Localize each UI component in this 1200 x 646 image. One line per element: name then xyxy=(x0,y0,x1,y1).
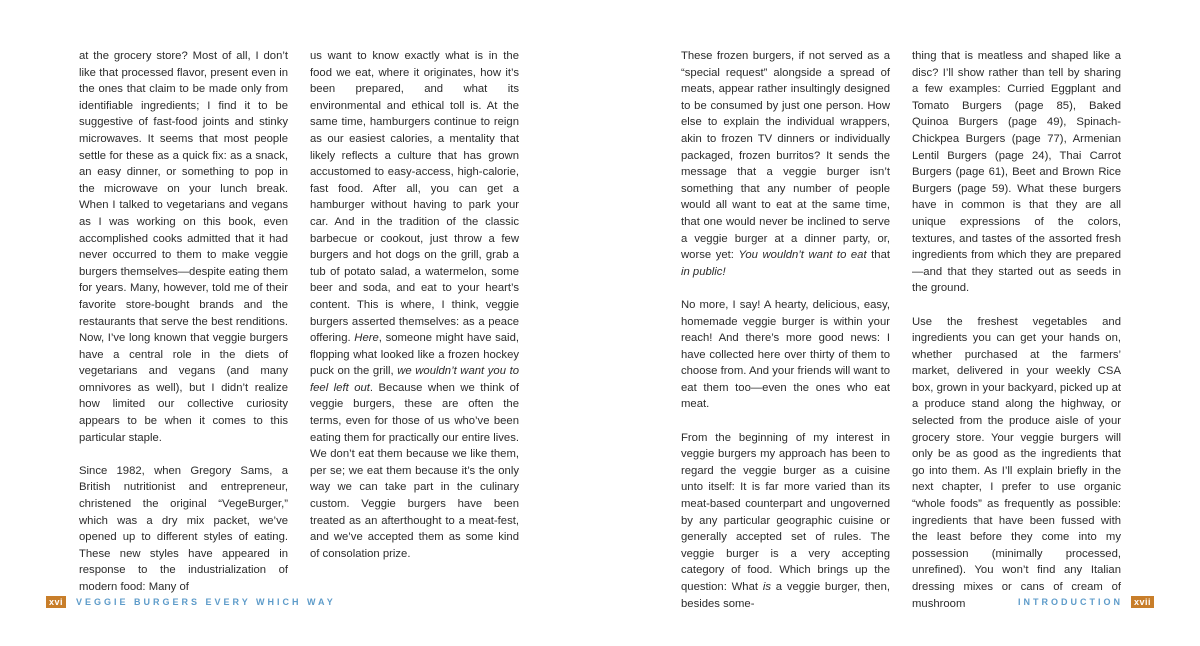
italic-text: in public! xyxy=(681,265,726,278)
paragraph: thing that is meatless and shaped like a disc? I’ll show rather than tell by sharing a few examples: Curried Eggplant and Tomato Burgers (page 85), Baked Quinoa Burgers (page 49), Spinach-Chickpea Burgers (page 77), Armenian Lentil Burgers (page 24), Thai Carrot Burgers (page 61), Beet and Brown Rice Burgers (page 59). What these burgers have in common is that they are all unique expressions of the colors, textures, and tastes of the assorted fresh ingredients from which they are prepared—and that they started out as seeds in the ground. xyxy=(912,50,1121,295)
right-page-footer xyxy=(1018,596,1154,608)
left-page-column-1 xyxy=(79,48,288,596)
paragraph: Since 1982, when Gregory Sams, a British nutritionist and entrepreneur, christened the original “VegeBurger,” which was a dry mix packet, we’ve opened up to different styles of eating. These new styles have appeared in response to the industrialization of modern food: Many of xyxy=(79,464,288,593)
left-page-column-2 xyxy=(310,48,519,562)
italic-text: You wouldn’t want to eat xyxy=(738,249,867,262)
running-head: VEGGIE BURGERS EVERY WHICH WAY xyxy=(76,597,336,607)
italic-text: we wouldn’t want you to feel left out xyxy=(310,365,519,394)
page-number: xvi xyxy=(46,596,66,608)
italic-text: is xyxy=(762,581,771,593)
paragraph: Use the freshest vegetables and ingredients you can get your hands on, whether purchased at the farmers’ market, delivered in your weekly CSA box, grown in your backyard, picked up at a produce stand along the highway, or selected from the produce aisle of your grocery store. Your veggie burgers will only be as good as the ingredients that go into them. As I’ll explain briefly in the next chapter, I prefer to use organic “whole foods” as frequently as possible: ingredients that have been fussed with the least before they come into my possession (minimally processed, unrefined). You won’t find any Italian dressing mixes or cans of cream of mushroom xyxy=(912,315,1121,610)
page-number: xvii xyxy=(1131,596,1154,608)
paragraph: These frozen burgers, if not served as a “special request” alongside a spread of meats, appear rather insultingly designed to be consumed by just one person. How else to explain the individual wrappers, akin to frozen TV dinners or individually packaged, frozen burritos? It sends the message that a veggie burger isn’t something that any number of people would all want to eat at the same time, that one would never be inclined to serve a veggie burger at a dinner party, or, worse yet: You wouldn’t want to eat that in public! xyxy=(681,50,891,278)
italic-text: Here xyxy=(354,332,379,345)
paragraph: us want to know exactly what is in the food we eat, where it originates, how it’s been prepared, and what its environmental and ethical toll is. At the same time, hamburgers continue to reign as our easiest calories, a mentality that likely reflects a culture that has grown accustomed to easy-access, high-calorie, fast food. After all, you can get a hamburger without having to park your car. And in the tradition of the classic barbecue or cookout, just throw a few burgers and hot dogs on the grill, grab a tub of potato salad, a watermelon, some beer and soda, and eat to your heart’s content. This is where, I think, veggie burgers asserted themselves: as a peace offering. Here, someone might have said, flopping what looked like a frozen hockey puck on the grill, we wouldn’t want you to feel left out. Because when we think of veggie burgers, these are often the terms, even for those of us who’ve been eating them for practically our entire lives. We don’t eat them because we like them, per se; we eat them because it’s the only way we can take part in the culinary custom. Veggie burgers have been treated as an afterthought to a meat-fest, and we’ve accepted them as some kind of consolation prize. xyxy=(310,50,520,560)
paragraph: From the beginning of my interest in veggie burgers my approach has been to regard the veggie burger as a cuisine unto itself: It is far more varied than its meat-based counterpart and ungoverned by any particular geographic cuisine or generally accepted set of rules. The veggie burger is a very accepting category of food. Which brings up the question: What is a veggie burger, then, besides some- xyxy=(681,431,891,610)
right-page-column-2 xyxy=(912,48,1121,612)
left-page-footer xyxy=(46,596,336,608)
right-page-column-1 xyxy=(681,48,890,612)
paragraph: at the grocery store? Most of all, I don’t like that processed flavor, present even in the ones that claim to be made only from identifiable ingredients; I find it to be suggestive of fast-food joints and stinky microwaves. It seems that most people settle for these as a quick fix: as a snack, an easy dinner, or something to pop in the microwave on your lunch break. When I talked to vegetarians and vegans as I was working on this book, even accomplished cooks admitted that it had never occurred to them to make veggie burgers themselves—despite eating them for years. Many, however, told me of their favorite store-bought brands and the restaurants that serve the best renditions. Now, I’ve long known that veggie burgers have a central role in the diets of vegetarians and vegans (and many omnivores as well), but I didn’t realize how limited our collective curiosity appears to be when it comes to this particular staple. xyxy=(79,50,288,444)
paragraph: No more, I say! A hearty, delicious, easy, homemade veggie burger is within your reach! And there’s more good news: I have collected here over thirty of them to choose from. And your friends will want to eat them too—even the ones who eat meat. xyxy=(681,298,890,411)
running-head: INTRODUCTION xyxy=(1017,597,1123,607)
